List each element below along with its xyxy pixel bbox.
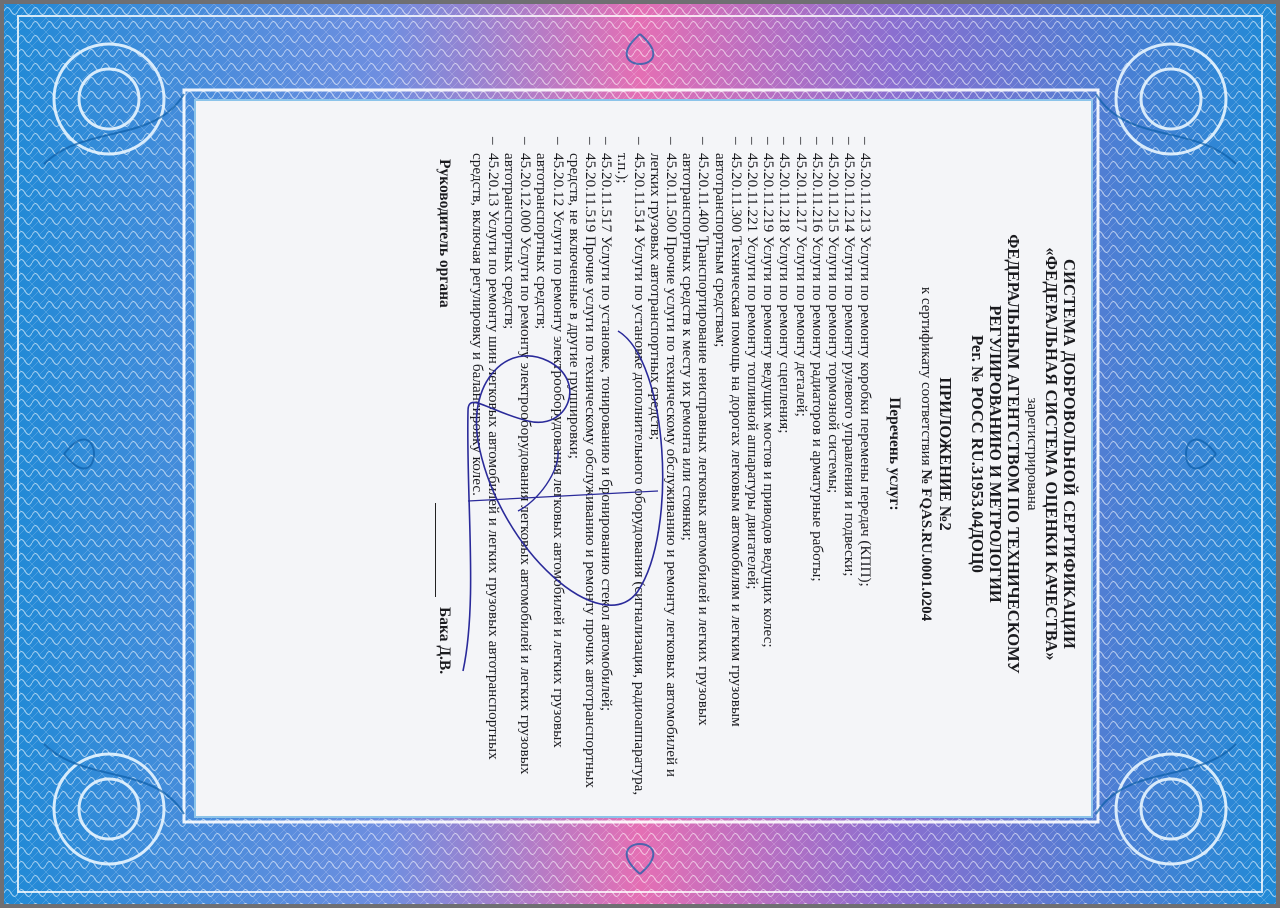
service-text: 45.20.13 Услуги по ремонту шин легковых автомобилей и легких грузовых автотранспортных средств, включая регулировку и балансировку колес. <box>468 153 502 760</box>
service-text: 45.20.11.300 Техническая помощь на дорогах легковым автомобилям и легким грузовым автотранспортным средствам; <box>711 153 745 727</box>
list-dash: – <box>776 137 794 145</box>
certificate-reference <box>918 101 934 807</box>
service-text: 45.20.12.000 Услуги по ремонту электрооборудования легковых автомобилей и легких грузовых автотранспортных средств; <box>500 153 535 775</box>
service-text: 45.20.11.400 Транспортирование неисправных легковых автомобилей и легких грузовых автотранспортных средств к месту их ремонта или стоянки; <box>679 153 713 726</box>
list-dash: – <box>630 137 648 145</box>
appendix-title: ПРИЛОЖЕНИЕ №2 <box>935 377 955 531</box>
service-item <box>776 137 792 807</box>
signature-label: Руководитель органа <box>436 159 453 308</box>
signatory-name: Бака Д.В. <box>436 607 453 675</box>
service-item <box>792 137 808 807</box>
service-item <box>744 137 760 807</box>
system-title-line2: «ФЕДЕРАЛЬНАЯ СИСТЕМА ОЦЕНКИ КАЧЕСТВА» <box>1042 247 1061 661</box>
service-text: 45.20.11.219 Услуги по ремонту ведущих мостов и приводов ведущих колес; <box>760 153 778 648</box>
agency-line2: РЕГУЛИРОВАНИЮ И МЕТРОЛОГИИ <box>985 305 1005 603</box>
service-text: 45.20.11.217 Услуги по ремонту деталей; <box>792 153 810 417</box>
certificate-text <box>198 101 1078 807</box>
list-dash: – <box>792 137 810 145</box>
service-text: 45.20.11.514 Услуги по установке дополнительного оборудования (сигнализация, радиоаппаратура, т.п.); <box>614 153 648 796</box>
certificate-number: № FQAS.RU.0001.0204 <box>917 469 934 622</box>
service-item <box>711 137 743 807</box>
list-dash: – <box>743 137 761 145</box>
list-dash: – <box>824 137 842 145</box>
list-dash: – <box>662 137 680 145</box>
system-title-line1: СИСТЕМА ДОБРОВОЛЬНОЙ СЕРТИФИКАЦИИ <box>1060 258 1079 650</box>
service-text: 45.20.11.218 Услуги по ремонту сцепления; <box>776 153 794 434</box>
list-dash: – <box>857 137 875 145</box>
list-dash: – <box>808 137 826 145</box>
service-item <box>857 137 873 807</box>
list-dash: – <box>517 137 535 145</box>
service-text: 45.20.11.215 Услуги по ремонту тормозной системы; <box>824 153 842 494</box>
service-item <box>809 137 825 807</box>
signature-line <box>435 503 436 597</box>
service-item <box>760 137 776 807</box>
list-dash: – <box>549 137 567 145</box>
registered-text: зарегистрирована <box>1024 397 1040 511</box>
reference-prefix: к сертификату соответствия <box>917 286 934 470</box>
service-text: 45.20.11.213 Услуги по ремонту коробки перемены передач (КПП); <box>857 153 875 587</box>
service-text: 45.20.11.519 Прочие услуги по техническому обслуживанию и ремонту прочих автотранспортных средств, не включенные в другие группировки; <box>565 153 599 788</box>
service-item <box>679 137 711 807</box>
signature-row <box>420 159 460 799</box>
list-dash: – <box>695 137 713 145</box>
service-item <box>841 137 857 807</box>
list-dash: – <box>581 137 599 145</box>
agency-line1: ФЕДЕРАЛЬНЫМ АГЕНТСТВОМ ПО ТЕХНИЧЕСКОМУ <box>1003 234 1023 674</box>
service-text: 45.20.11.216 Услуги по ремонту радиаторов и арматурные работы; <box>808 153 826 582</box>
list-dash: – <box>760 137 778 145</box>
service-item <box>825 137 841 807</box>
list-dash: – <box>598 137 616 145</box>
service-text: 45.20.11.517 Услуги по установке, тонированию и бронированию стекол автомобилей; <box>598 153 616 712</box>
service-text: 45.20.12 Услуги по ремонту электрооборудования легковых автомобилей и легких грузовых автотранспортных средств; <box>533 153 567 748</box>
handwritten-signature <box>448 301 678 681</box>
list-dash: – <box>727 137 745 145</box>
list-dash: – <box>484 137 502 145</box>
services-title: Перечень услуг: <box>885 397 903 511</box>
service-text: 45.20.11.500 Прочие услуги по техническому обслуживанию и ремонту легковых автомобилей и легких грузовых автотранспортных средств; <box>646 153 680 778</box>
registration-number: Рег. № РОСС RU.31953.04ДОЦ0 <box>967 335 987 573</box>
service-text: 45.20.11.221 Услуги по ремонту топливной аппаратуры двигателей; <box>743 153 761 590</box>
service-text: 45.20.11.214 Услуги по ремонту рулевого управления и подвески; <box>841 153 859 577</box>
list-dash: – <box>841 137 859 145</box>
